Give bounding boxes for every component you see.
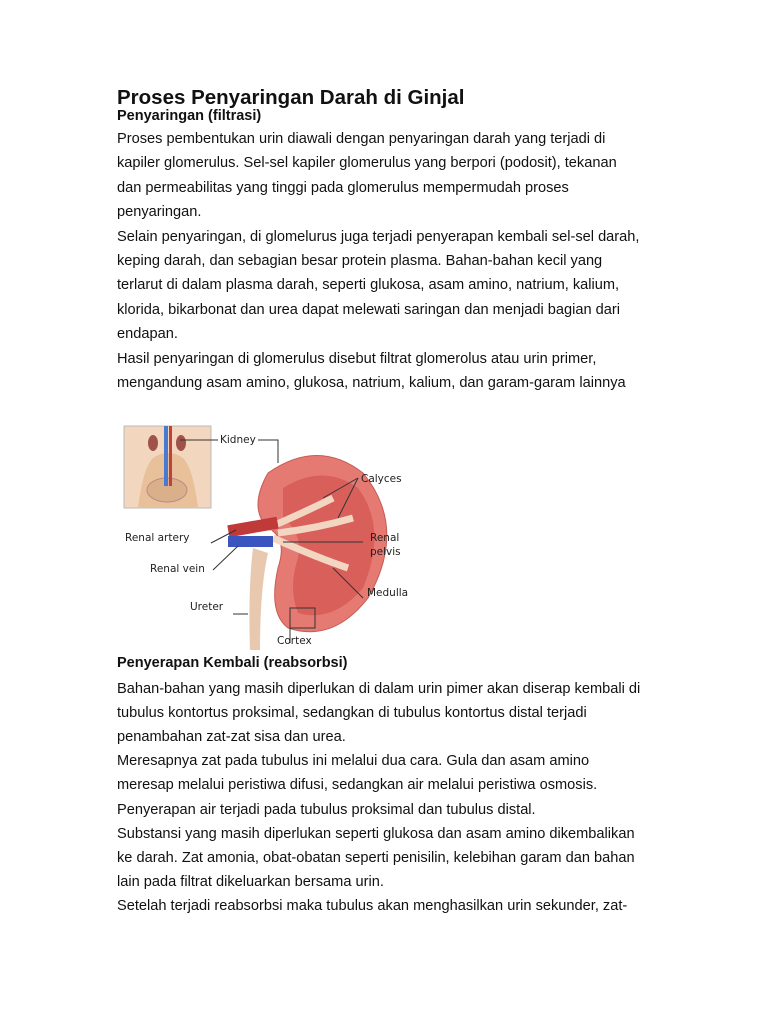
paragraph-line: Proses pembentukan urin diawali dengan penyaringan darah yang terjadi di [117,131,606,147]
paragraph-line: meresap melalui peristiwa difusi, sedangkan air melalui peristiwa osmosis. [117,777,598,794]
label-renal-artery: Renal artery [125,532,190,544]
label-kidney: Kidney [220,434,256,446]
paragraph-line: penyaringan. [117,204,202,221]
label-calyces: Calyces [361,473,402,485]
paragraph-line: endapan. [117,326,178,343]
paragraph-line: lain pada filtrat dikeluarkan bersama urin. [117,873,384,890]
kidney-diagram [118,418,428,653]
paragraph-line: terlarut di dalam plasma darah, seperti glukosa, asam amino, natrium, kalium, [117,277,620,294]
paragraph-line: keping darah, dan sebagian besar protein plasma. Bahan-bahan kecil yang [117,253,603,269]
label-ureter: Ureter [190,601,224,613]
paragraph-line: kapiler glomerulus. Sel-sel kapiler glomerulus yang berpori (podosit), tekanan [117,155,617,172]
label-renal-pelvis-1: Renal [370,532,400,544]
paragraph-line: Meresapnya zat pada tubulus ini melalui dua cara. Gula dan asam amino [117,753,590,770]
page-title: Proses Penyaringan Darah di Ginjal [117,86,465,109]
paragraph-line: Hasil penyaringan di glomerulus disebut filtrat glomerolus atau urin primer, [117,350,597,367]
section-heading-reabsorbsi: Penyerapan Kembali (reabsorbsi) [117,655,348,671]
paragraph-line: tubulus kontortus proksimal, sedangkan di tubulus kontortus distal terjadi [117,705,587,722]
label-renal-pelvis-2: pelvis [370,546,401,558]
paragraph-line: Setelah terjadi reabsorbsi maka tubulus akan menghasilkan urin sekunder, zat- [117,897,628,914]
paragraph-line: Bahan-bahan yang masih diperlukan di dalam urin pimer akan diserap kembali di [117,681,641,697]
paragraph-line: penambahan zat-zat sisa dan urea. [117,729,346,746]
section-heading-filtrasi: Penyaringan (filtrasi) [117,108,262,124]
label-medulla: Medulla [367,587,409,599]
paragraph-line: klorida, bikarbonat dan urea dapat melewati saringan dan menjadi bagian dari [117,301,620,318]
body-inset-image [124,426,211,508]
label-cortex: Cortex [277,635,312,647]
paragraph-line: Substansi yang masih diperlukan seperti glukosa dan asam amino dikembalikan [117,825,635,842]
paragraph-line: ke darah. Zat amonia, obat-obatan seperti penisilin, kelebihan garam dan bahan [117,849,635,866]
paragraph-line: Selain penyaringan, di glomelurus juga terjadi penyerapan kembali sel-sel darah, [117,228,640,245]
paragraph-line: dan permeabilitas yang tinggi pada glomerulus mempermudah proses [117,179,569,196]
paragraph-line: mengandung asam amino, glukosa, natrium, kalium, dan garam-garam lainnya [117,375,626,391]
label-renal-vein: Renal vein [150,563,205,575]
paragraph-line: Penyerapan air terjadi pada tubulus proksimal dan tubulus distal. [117,801,536,818]
